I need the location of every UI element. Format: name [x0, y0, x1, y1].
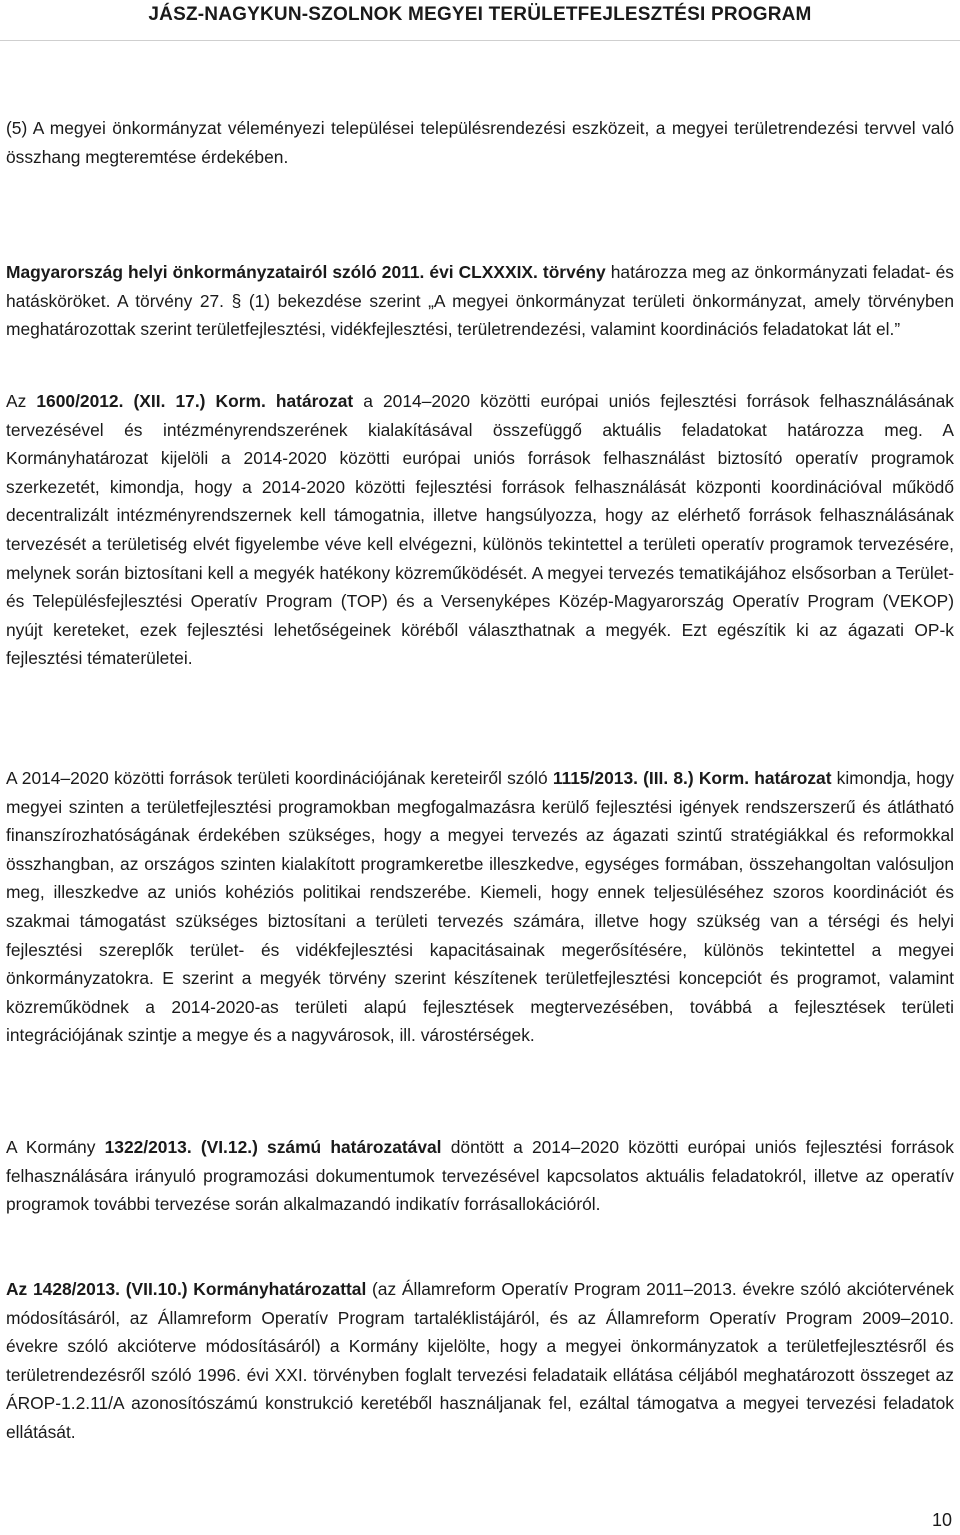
page-number: 10	[931, 1510, 952, 1530]
paragraph-4-bold-resolution: 1115/2013. (III. 8.) Korm. határozat	[552, 768, 832, 788]
paragraph-3-text-start: Az	[6, 391, 37, 411]
paragraph-3-bold-resolution: 1600/2012. (XII. 17.) Korm. határozat	[36, 391, 354, 411]
paragraph-5-text: döntött a 2014–2020 közötti európai uniós fejlesztési források felhasználására irányuló programozási dokumentumok tervezésével kapcsolatos aktuális feladatokról, illetve az operatív programok további tervezése során alkalmazandó indikatív forrásallokációról.	[6, 1137, 954, 1215]
paragraph-6	[6, 1275, 954, 1447]
paragraph-2-bold-law: Magyarország helyi önkormányzatairól szóló 2011. évi CLXXXIX. törvény	[6, 262, 606, 282]
paragraph-1-text: (5) A megyei önkormányzat véleményezi települései településrendezési eszközeit, a megyei területrendezési tervvel való összhang megteremtése érdekében.	[6, 118, 954, 167]
paragraph-6-bold-resolution: Az 1428/2013. (VII.10.) Kormányhatározattal	[6, 1279, 367, 1299]
paragraph-1	[6, 114, 954, 171]
paragraph-5-bold-resolution: 1322/2013. (VI.12.) számú határozatával	[104, 1137, 442, 1157]
paragraph-5	[6, 1133, 954, 1219]
paragraph-3	[6, 387, 954, 673]
page-header	[0, 0, 960, 41]
paragraph-5-text-start: A Kormány	[6, 1137, 105, 1157]
paragraph-2-text: határozza meg az önkormányzati feladat- és hatásköröket. A törvény 27. § (1) bekezdése szerint „A megyei önkormányzat területi önkormányzat, amely törvényben meghatározottak szerint területfejlesztési, vidékfejlesztési, területrendezési, valamint koordinációs feladatokat lát el.”	[6, 262, 954, 340]
paragraph-6-text: (az Államreform Operatív Program 2011–2013. évekre szóló akciótervének módosításáról, az Államreform Operatív Program tartaléklistájáról, és az Államreform Operatív Program 2009–2010. évekre szóló akcióterve módosításáról) a Kormány kijelölte, hogy a megyei önkormányzatok a területfejlesztésről és területrendezésről szóló 1996. évi XXI. törvényben foglalt tervezési feladataik ellátása céljából meghatározott összeget az ÁROP-1.2.11/A azonosítószámú konstrukció keretéből használjanak fel, ezáltal támogatva a megyei tervezési feladatok ellátását.	[6, 1279, 954, 1442]
paragraph-4-text-start: A 2014–2020 közötti források területi koordinációjának kereteiről szóló	[6, 768, 553, 788]
paragraph-3-text: a 2014–2020 közötti európai uniós fejlesztési források felhasználásának tervezésével és intézményrendszerének kialakításával összefüggő aktuális feladatokat határozza meg. A Kormányhatározat kijelöli a 2014-2020 közötti európai uniós források felhasználást biztosító operatív programok szerkezetét, kimondja, hogy a 2014-2020 közötti fejlesztési források felhasználását központi koordinációval működő decentralizált intézményrendszernek kell támogatnia, illetve hangsúlyozza, hogy az elérhető források felhasználásának tervezését a területiség elvét figyelembe véve kell elvégezni, különös tekintettel a területi operatív programok tervezésére, melynek során biztosítani kell a megyék hatékony közreműködését. A megyei tervezés tematikájához elsősorban a Terület- és Településfejlesztési Operatív Program (TOP) és a Versenyképes Közép-Magyarország Operatív Program (VEKOP) nyújt kereteket, ezek fejlesztési lehetőségeinek köréből választhatnak a megyék. Ezt egészítik ki az ágazati OP-k fejlesztési tématerületei.	[6, 391, 954, 669]
paragraph-4-text: kimondja, hogy megyei szinten a területfejlesztési programokban megfogalmazásra kerülő fejlesztési igények rendszerszerű és átlátható finanszírozhatóságának érdekében szükséges, hogy a megyei tervezés az ágazati szintű stratégiákkal és reformokkal összhangban, az országos szinten kialakított programkeretbe illeszkedve, egységes formában, összehangoltan valósuljon meg, illeszkedve az uniós kohéziós politikai rendszerébe. Kiemeli, hogy ennek teljesüléséhez szoros koordinációt és szakmai támogatást szükséges biztosítani a területi tervezés számára, illetve hogy szükség van a térségi és helyi fejlesztési szereplők terület- és vidékfejlesztési kapacitásainak megerősítésére, különös tekintettel a megyei önkormányzatokra. E szerint a megyék törvény szerint készítenek területfejlesztési koncepciót és programot, valamint közreműködnek a 2014-2020-as területi alapú fejlesztések megtervezésében, továbbá a fejlesztések területi integrációjának szintje a megye és a nagyvárosok, ill. várostérségek.	[6, 768, 954, 1046]
paragraph-4	[6, 764, 954, 1050]
paragraph-2	[6, 258, 954, 344]
header-title: JÁSZ-NAGYKUN-SZOLNOK MEGYEI TERÜLETFEJLESZTÉSI PROGRAM	[148, 4, 812, 25]
